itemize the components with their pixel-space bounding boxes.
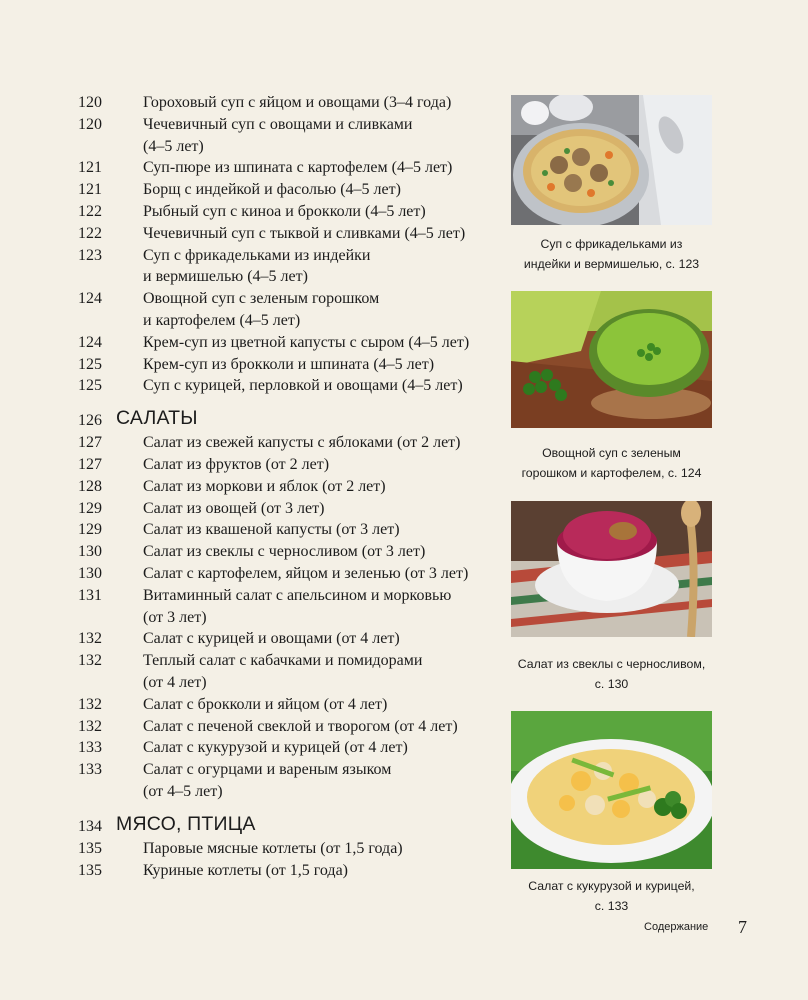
toc-entry [0,541,500,563]
toc-page-number: 135 [78,839,102,857]
toc-entry-title: Салат из овощей (от 3 лет) [143,499,325,517]
toc-entry-title: Салат с огурцами и вареным языком [143,761,392,779]
toc-page-number: 124 [78,333,102,351]
toc-entry-title: Борщ с индейкой и фасолью (4–5 лет) [143,181,401,199]
toc-section-heading [0,811,500,838]
toc-page-number: 127 [78,434,102,452]
toc-entry [0,354,500,376]
toc-section-heading [0,405,500,432]
toc-entry-title: Чечевичный суп с тыквой и сливками (4–5 лет) [143,224,466,242]
toc-page-number: 122 [78,224,102,242]
toc-entry [0,375,500,397]
beet-salad-caption [505,655,718,694]
toc-entry-title: Рыбный суп с киноа и брокколи (4–5 лет) [143,202,426,220]
caption-line: индейки и вермишелью, с. 123 [523,256,700,271]
toc-entry-title: Суп-пюре из шпината с картофелем (4–5 лет) [143,159,453,177]
toc-page-number: 121 [78,181,102,199]
toc-page-number: 120 [78,94,102,111]
toc-page-number: 132 [78,695,102,713]
pea-soup-photo [511,291,712,428]
toc-page-number: 129 [78,499,102,517]
toc-entry-title: Суп с курицей, перловкой и овощами (4–5 лет) [143,377,463,395]
toc-page-number: 132 [78,630,102,648]
toc-entry-title: (4–5 лет) [143,137,204,155]
toc-section-title: САЛАТЫ [116,407,198,430]
toc-section-title: МЯСО, ПТИЦА [116,812,256,835]
caption-line: с. 133 [594,898,629,913]
caption-line: Суп с фрикадельками из [540,237,683,251]
toc-entry [0,288,500,332]
toc-entry [0,201,500,223]
toc-page-number: 134 [78,817,102,835]
toc-entry [0,716,500,738]
toc-entry [0,432,500,454]
toc-entry [0,694,500,716]
toc-entry [0,650,500,694]
toc-entry-title: Салат с брокколи и яйцом (от 4 лет) [143,695,388,713]
toc-entry-title: Овощной суп с зеленым горошком [143,290,380,308]
toc-entry-title: Гороховый суп с яйцом и овощами (3–4 года) [143,94,452,111]
toc-page-number: 129 [78,521,102,539]
toc-page-number: 120 [78,115,102,133]
toc-page-number: 133 [78,761,102,779]
toc-entry-title: Салат из квашеной капусты (от 3 лет) [143,521,400,539]
toc-page-number: 130 [78,564,102,582]
toc-entry [0,157,500,179]
pea-soup-caption [505,444,718,483]
toc-entry [0,563,500,585]
toc-entry-title: (от 4 лет) [143,673,207,691]
toc-entry-title: Чечевичный суп с овощами и сливками [143,115,413,133]
footer-section-label: Содержание [644,921,709,933]
toc-entry [0,628,500,650]
toc-entry-title: Витаминный салат с апельсином и морковью [143,586,452,604]
toc-entry [0,585,500,629]
toc-page-number: 124 [78,290,102,308]
toc-entry [0,223,500,245]
corn-chicken-salad-caption [505,877,718,916]
toc-page-number: 122 [78,202,102,220]
toc-entry [0,519,500,541]
toc-page-number: 133 [78,739,102,757]
toc-entry-title: (от 4–5 лет) [143,782,223,800]
toc-entry-title: и картофелем (4–5 лет) [143,311,301,329]
caption-line: Салат из свеклы с черносливом, [517,657,706,671]
page-number: 7 [738,917,747,937]
toc-page-number: 125 [78,377,102,395]
toc-entry [0,737,500,759]
toc-entry-title: и вермишелью (4–5 лет) [143,268,308,286]
beet-salad-photo [511,501,712,637]
toc-page-number: 135 [78,861,102,879]
toc-entry-title: Салат из свеклы с черносливом (от 3 лет) [143,543,426,561]
caption-line: Салат с кукурузой и курицей, [528,879,695,893]
toc-entry [0,332,500,354]
toc-page-number: 130 [78,543,102,561]
toc-page-number: 126 [78,412,102,430]
toc-entry [0,245,500,289]
toc-entry [0,476,500,498]
toc-entry-title: Куриные котлеты (от 1,5 года) [143,861,348,879]
toc-page-number: 131 [78,586,102,604]
corn-chicken-salad-photo [511,711,712,869]
toc-entry-title: Салат с кукурузой и курицей (от 4 лет) [143,739,408,757]
caption-line: Овощной суп с зеленым [542,446,681,460]
toc-entry-title: Теплый салат с кабачками и помидорами [143,652,423,670]
toc-entry-title: Крем-суп из цветной капусты с сыром (4–5 лет) [143,333,470,351]
toc-entry-title: Салат с картофелем, яйцом и зеленью (от 3 лет) [143,564,469,582]
meatball-soup-caption [505,235,718,274]
toc-page-number: 132 [78,717,102,735]
toc-entry [0,759,500,803]
toc-entry-title: (от 3 лет) [143,608,207,626]
meatball-soup-photo [511,95,712,225]
toc-entry [0,179,500,201]
toc-entry [0,860,500,882]
toc-entry-title: Салат из моркови и яблок (от 2 лет) [143,477,386,495]
toc-page-number: 132 [78,652,102,670]
toc-entry [0,92,500,114]
caption-line: горошком и картофелем, с. 124 [521,465,702,480]
toc-page-number: 128 [78,477,102,495]
toc-entry-title: Салат с печеной свеклой и творогом (от 4 лет) [143,717,458,735]
toc-page-number: 127 [78,455,102,473]
toc-entry-title: Паровые мясные котлеты (от 1,5 года) [143,839,403,857]
toc-entry [0,838,500,860]
caption-line: с. 130 [594,676,629,691]
toc-page-number: 123 [78,246,102,264]
toc-entry-title: Салат из свежей капусты с яблоками (от 2 лет) [143,434,461,452]
toc-entry-title: Суп с фрикадельками из индейки [143,246,371,264]
toc-page-number: 125 [78,355,102,373]
toc-entry-title: Салат с курицей и овощами (от 4 лет) [143,630,400,648]
toc-entry [0,454,500,476]
toc-entry-title: Салат из фруктов (от 2 лет) [143,455,330,473]
table-of-contents [0,92,500,881]
toc-page-number: 121 [78,159,102,177]
toc-entry [0,498,500,520]
toc-entry [0,114,500,158]
toc-entry-title: Крем-суп из брокколи и шпината (4–5 лет) [143,355,435,373]
